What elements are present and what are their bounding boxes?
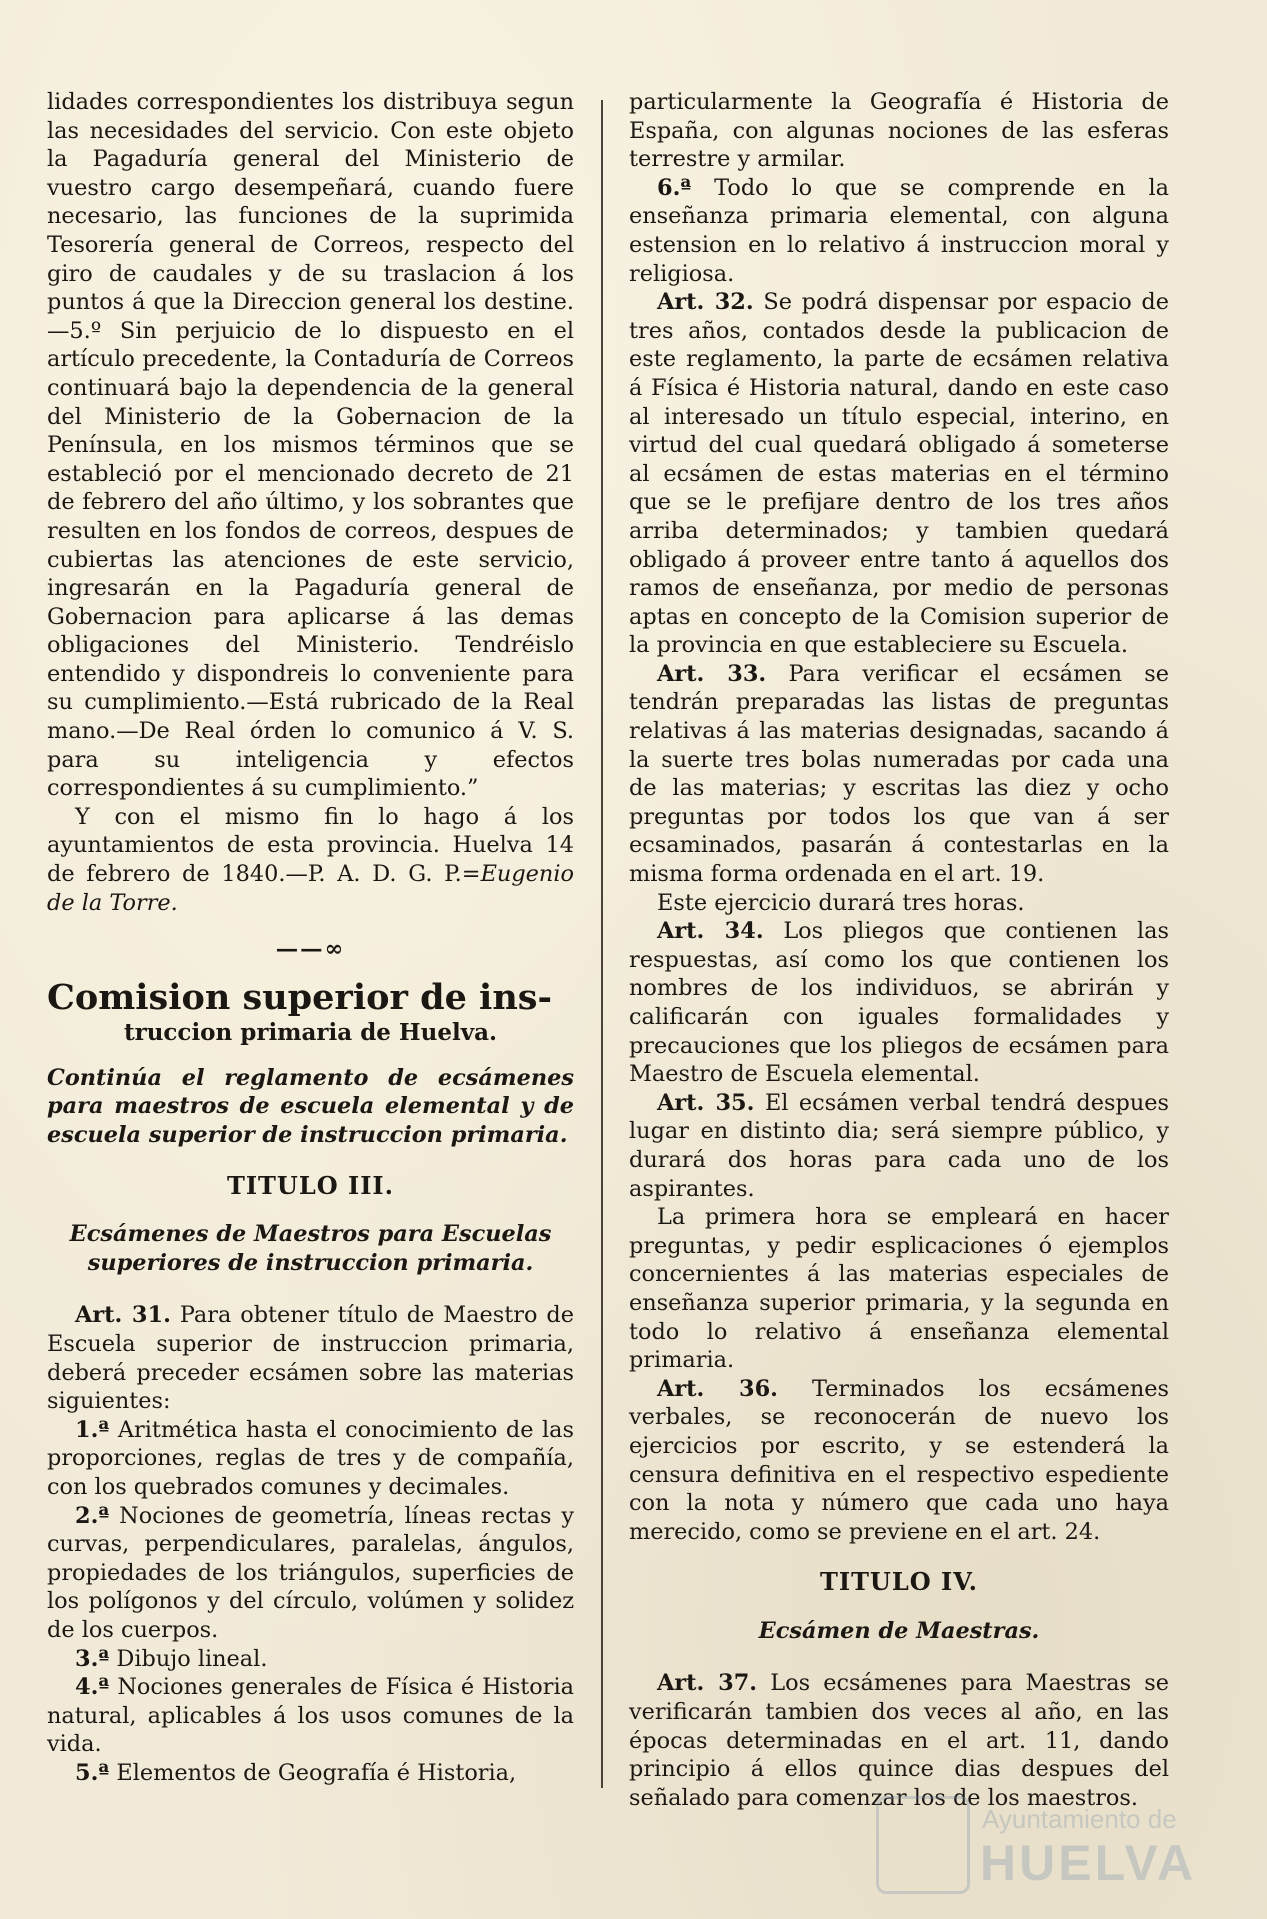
article-34	[629, 917, 1169, 1089]
article-text: Para verificar el ecsámen se tendrán preparadas las listas de preguntas relativas á las materias designadas, sacando á la suerte tres bolas numeradas por cada una de las materias; y escritas las diez y ocho preguntas por todos los que van á ser ecsaminados, pasarán á contestarlas en la misma forma ordenada en el art. 19.	[629, 660, 1170, 888]
item-text: Nociones generales de Física é Historia natural, aplicables á los usos comunes de la vida.	[47, 1674, 574, 1758]
article-36	[629, 1375, 1169, 1547]
list-item	[47, 1502, 574, 1645]
article-33	[629, 660, 1169, 889]
item-text: Dibujo lineal.	[116, 1645, 268, 1672]
city-crest-icon	[876, 1796, 970, 1894]
signature: Eugenio de la Torre.	[47, 861, 574, 916]
article-text: Terminados los ecsámenes verbales, se reconocerán de nuevo los ejercicios por escrito, y se estenderá la censura definitiva en el respectivo espediente con la nota y número que cada uno haya merecido, como se previene en el art. 24.	[629, 1375, 1169, 1545]
continuation-paragraph: lidades correspondientes los distribuya segun las necesidades del servicio. Con este objeto la Pagaduría general del Ministerio de vuestro cargo desempeñará, cuando fuere necesario, las funciones de la suprimida Tesorería general de Correos, respecto del giro de caudales y de su traslacion á los puntos á que la Direccion general los destine.—5.º Sin perjuicio de lo dispuesto en el artículo precedente, la Contaduría de Correos continuará bajo la dependencia de la general del Ministerio de la Gobernacion de la Península, en los mismos términos que se estableció por el mencionado decreto de 21 de febrero del año último, y los sobrantes que resulten en los fondos de correos, despues de cubiertas las atenciones de este servicio, ingresarán en la Pagaduría general de Gobernacion para aplicarse á las demas obligaciones del Ministerio. Tendréislo entendido y dispondreis lo conveniente para su cumplimiento.—Está rubricado de la Real mano.—De Real órden lo comunico á V. S. para su inteligencia y efectos correspondientes á su cumplimiento.”	[47, 89, 574, 802]
article-number: Art. 33.	[657, 660, 767, 687]
item-number: 4.ª	[75, 1674, 110, 1701]
right-column	[629, 88, 1169, 1812]
article-33-extra: Este ejercicio durará tres horas.	[657, 889, 1025, 916]
article-35-extra: La primera hora se empleará en hacer preguntas, y pedir esplicaciones ó ejemplos concernientes á las materias especiales de enseñanza superior primaria, y la segunda en todo lo relativo á enseñanza elemental primaria.	[629, 1204, 1169, 1374]
item-number: 6.ª	[657, 174, 692, 201]
item-number: 3.ª	[75, 1645, 110, 1672]
item-text: Todo lo que se comprende en la enseñanza primaria elemental, con alguna estension en lo relativo á instruccion moral y religiosa.	[629, 174, 1169, 287]
list-item	[47, 1416, 574, 1502]
section-heading-line1: Comision superior de ins-	[47, 976, 553, 1018]
article-32	[629, 288, 1169, 660]
article-31	[47, 1301, 574, 1415]
article-text: Los ecsámenes para Maestras se verificarán tambien dos veces al año, en las épocas determinadas en el art. 11, dando principio á ellos quince dias despues del señalado para comenzar los de los maestros.	[629, 1670, 1169, 1811]
list-item	[629, 174, 1169, 288]
continuation-paragraph: particularmente la Geografía é Historia de España, con algunas nociones de las esferas terrestre y armilar.	[629, 89, 1169, 173]
article-number: Art. 36.	[657, 1375, 778, 1402]
closing-text: Y con el mismo fin lo hago á los ayuntamientos de esta provincia. Huelva 14 de febrero de 1840.—P. A. D. G. P.=	[47, 803, 574, 888]
article-number: Art. 31.	[75, 1302, 171, 1329]
titulo-iv-subtitle: Ecsámen de Maestras.	[758, 1617, 1040, 1644]
section-heading-line2: truccion primaria de Huelva.	[123, 1018, 498, 1046]
article-text: Se podrá dispensar por espacio de tres años, contados desde la publicacion de este reglamento, la parte de ecsámen relativa á Física é Historia natural, dando en este caso al interesado un título especial, interino, en virtud del cual quedará obligado á someterse al ecsámen de estas materias en el término que se le prefijare dentro de los tres años arriba determinados; y tambien quedará obligado á proveer entre tanto á aquellos dos ramos de enseñanza, por medio de personas aptas en concepto de la Comision superior de la provincia en que estableciere su Escuela.	[629, 289, 1169, 659]
watermark-line2: HUELVA	[980, 1835, 1197, 1891]
article-text: Los pliegos que contienen las respuestas, así como los que contienen los nombres de los individuos, se abrirán y calificarán con iguales formalidades y precauciones que los pliegos de ecsámen para Maestro de Escuela elemental.	[629, 918, 1170, 1088]
item-number: 2.ª	[75, 1502, 110, 1529]
list-item	[47, 1673, 574, 1759]
article-text: Para obtener título de Maestro de Escuela superior de instruccion primaria, deberá preceder ecsámen sobre las materias siguientes:	[47, 1302, 574, 1415]
item-text: Aritmética hasta el conocimiento de las proporciones, reglas de tres y de compañía, con los quebrados comunes y decimales.	[47, 1416, 575, 1500]
article-number: Art. 34.	[657, 918, 764, 945]
closing-paragraph	[47, 803, 574, 917]
watermark-line1: Ayuntamiento de	[982, 1804, 1177, 1834]
section-subtitle: Continúa el reglamento de ecsámenes para maestros de escuela elemental y de escuela superior de instruccion primaria.	[47, 1064, 574, 1148]
article-35	[629, 1089, 1169, 1203]
list-item	[47, 1759, 574, 1788]
article-number: Art. 32.	[657, 289, 754, 316]
item-text: Elementos de Geografía é Historia,	[116, 1759, 517, 1786]
titulo-iii-subtitle: Ecsámenes de Maestros para Escuelas superiores de instruccion primaria.	[69, 1221, 552, 1276]
list-item	[47, 1645, 574, 1674]
item-text: Nociones de geometría, líneas rectas y curvas, perpendiculares, paralelas, ángulos, propiedades de los triángulos, superficies de los polígonos y del círculo, volúmen y solidez de los cuerpos.	[47, 1502, 574, 1643]
titulo-iv: TITULO IV.	[819, 1567, 979, 1597]
column-divider	[601, 100, 603, 1788]
section-separator: ——∞	[275, 936, 346, 963]
article-number: Art. 35.	[657, 1089, 755, 1116]
titulo-iii: TITULO III.	[226, 1170, 395, 1200]
left-column	[47, 88, 574, 1787]
article-text: El ecsámen verbal tendrá despues lugar en distinto dia; será siempre público, y durará dos horas para cada uno de los aspirantes.	[629, 1089, 1169, 1202]
archive-watermark	[876, 1790, 1236, 1900]
item-number: 1.ª	[75, 1416, 110, 1443]
article-number: Art. 37.	[657, 1670, 758, 1697]
item-number: 5.ª	[75, 1759, 110, 1786]
